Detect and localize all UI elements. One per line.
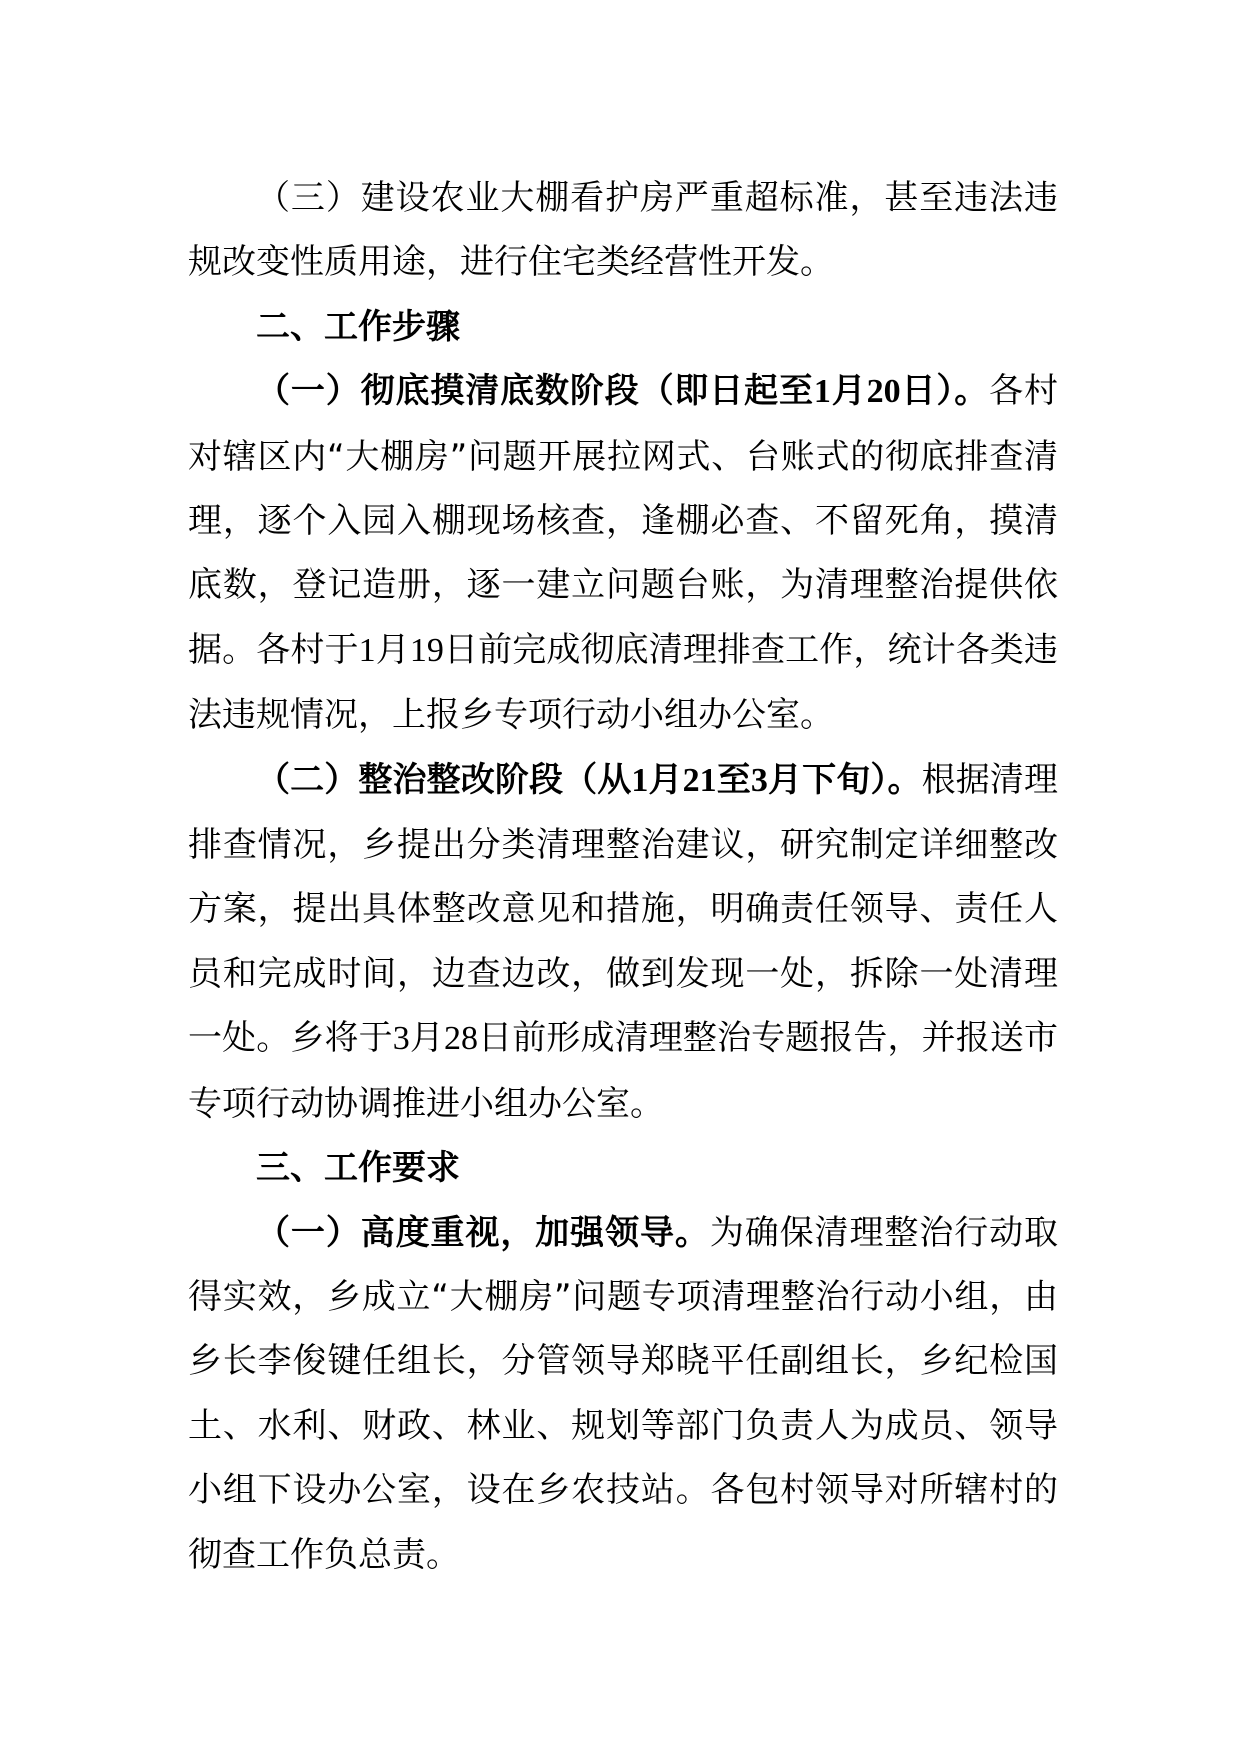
lead-number: 21 bbox=[682, 761, 717, 799]
lead-number: 3 bbox=[750, 761, 768, 799]
paragraph-text: （三）建设农业大棚看护房严重超标准，甚至违法违规改变性质用途，进行住宅类经营性开发。 bbox=[188, 178, 1058, 283]
lead-text: 月 bbox=[648, 759, 683, 800]
lead-text: 月下旬）。 bbox=[767, 759, 922, 800]
lead-number: 1 bbox=[813, 373, 831, 411]
paragraph-requirement-1 bbox=[188, 1201, 1058, 1587]
body-text: 各村对辖区内“大棚房”问题开展拉网式、台账式的彻底排查清理，逐个入园入棚现场核查，逢棚必查、不留死角，摸清底数，登记造册，逐一建立问题台账，为清理整治提供依据。各村于 bbox=[188, 371, 1059, 670]
lead-text: 至 bbox=[716, 759, 751, 800]
heading-text: 二、工作步骤 bbox=[256, 306, 460, 347]
paragraph-item-3 bbox=[188, 166, 1058, 295]
body-text: 根据清理排查情况，乡提出分类清理整治建议，研究制定详细整改方案，提出具体整改意见和措施，明确责任领导、责任人员和完成时间，边查边改，做到发现一处，拆除一处清理一处。乡将于 bbox=[188, 759, 1058, 1059]
document-page bbox=[188, 166, 1058, 1587]
section-heading-work-requirements bbox=[188, 1136, 1058, 1200]
paragraph-step-2 bbox=[188, 748, 1058, 1136]
body-number: 19 bbox=[409, 631, 444, 669]
body-number: 28 bbox=[443, 1020, 478, 1058]
body-text: 日前完成彻底清理排查工作，统计各类违法违规情况，上报乡专项行动小组办公室。 bbox=[188, 629, 1059, 736]
lead-number: 1 bbox=[631, 761, 649, 799]
body-number: 3 bbox=[392, 1020, 410, 1058]
body-number: 1 bbox=[358, 631, 376, 669]
body-text: 月 bbox=[409, 1018, 444, 1059]
lead-text: （一）彻底摸清底数阶段（即日起至 bbox=[256, 371, 814, 412]
body-text: 月 bbox=[375, 629, 410, 670]
requirement-1-lead: （一）高度重视，加强领导。 bbox=[256, 1212, 710, 1253]
section-heading-work-steps bbox=[188, 295, 1058, 359]
paragraph-step-1 bbox=[188, 359, 1058, 747]
heading-text: 三、工作要求 bbox=[256, 1148, 460, 1189]
lead-text: 月 bbox=[830, 371, 867, 412]
body-text: 日前形成清理整治专题报告，并报送市专项行动协调推进小组办公室。 bbox=[188, 1018, 1059, 1124]
body-text: 为确保清理整治行动取得实效，乡成立“大棚房”问题专项清理整治行动小组，由乡长李俊键任组长，分管领导郑晓平任副组长，乡纪检国土、水利、财政、林业、规划等部门负责人为成员、领导小组下设办公室，设在乡农技站。各包村领导对所辖村的彻查工作负总责。 bbox=[188, 1212, 1059, 1575]
step-2-lead bbox=[256, 760, 922, 800]
lead-text: 日）。 bbox=[900, 371, 990, 412]
step-1-lead bbox=[256, 371, 989, 411]
lead-text: （二）整治整改阶段（从 bbox=[256, 759, 632, 800]
lead-number: 20 bbox=[866, 373, 901, 411]
